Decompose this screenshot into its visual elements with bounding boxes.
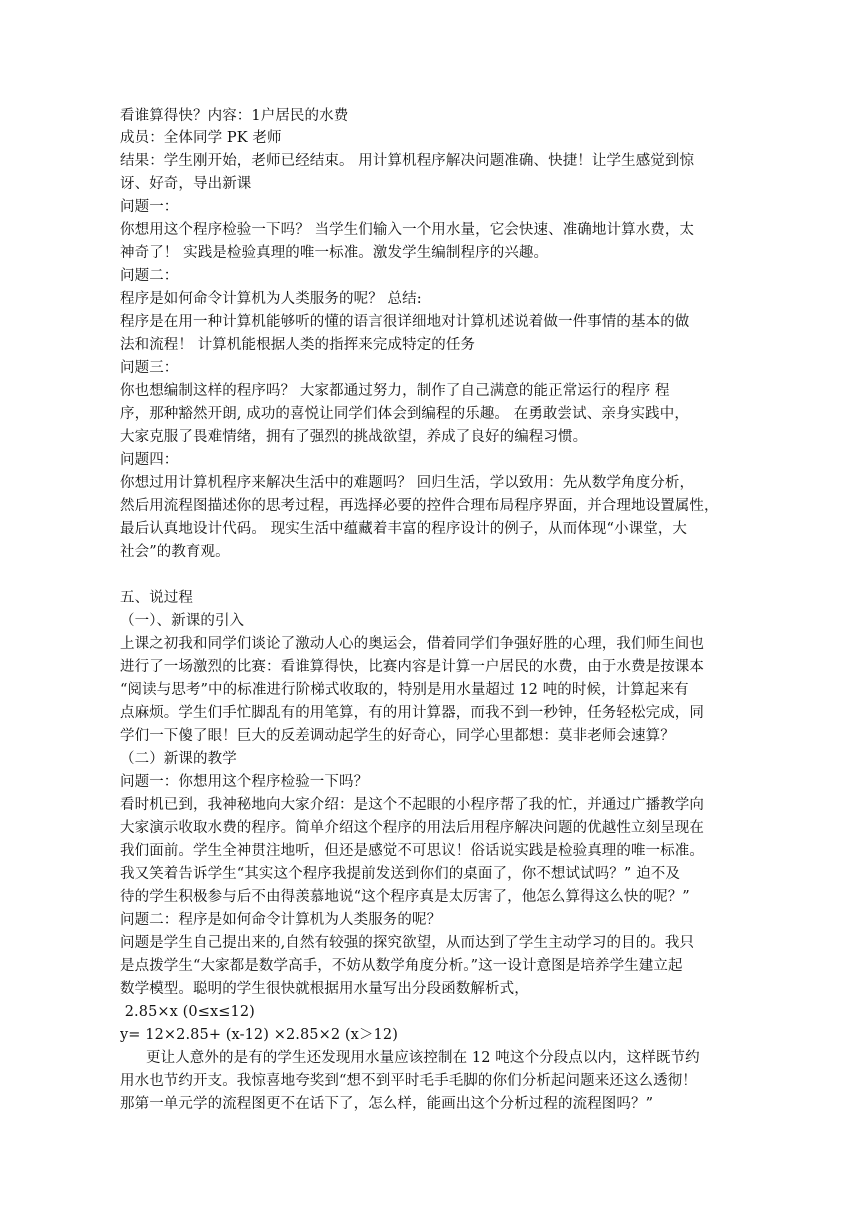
- text-line: 大家克服了畏难情绪，拥有了强烈的挑战欲望，养成了良好的编程习惯。: [120, 429, 588, 445]
- text-line: 社会”的教育观。: [120, 544, 230, 560]
- question-heading: 问题三：: [120, 360, 179, 376]
- text-line: 最后认真地设计代码。 现实生活中蕴藏着丰富的程序设计的例子，从而体现“小课堂，大: [120, 521, 688, 537]
- text-line: 那第一单元学的流程图更不在话下了，怎么样，能画出这个分析过程的流程图吗？”: [120, 1096, 654, 1112]
- text-line: 用水也节约开支。我惊喜地夸奖到“想不到平时毛手毛脚的你们分析起问题来还这么透彻！: [120, 1073, 697, 1089]
- text-line: 看时机已到，我神秘地向大家介绍：是这个不起眼的小程序帮了我的忙，并通过广播教学向: [120, 797, 704, 813]
- subsection-heading: （二）新课的教学: [120, 751, 237, 767]
- text-line: 数学模型。聪明的学生很快就根据用水量写出分段函数解析式，: [120, 981, 529, 997]
- text-line: 程序是如何命令计算机为人类服务的呢？ 总结:: [120, 291, 422, 307]
- text-line: 然后用流程图描述你的思考过程，再选择必要的控件合理布局程序界面，并合理地设置属性，: [120, 498, 719, 514]
- question-heading: 问题二：: [120, 268, 179, 284]
- text-line: 学们一下傻了眼！巨大的反差调动起学生的好奇心，同学心里都想：莫非老师会速算？: [120, 728, 675, 744]
- text-line: 进行了一场激烈的比赛：看谁算得快，比赛内容是计算一户居民的水费，由于水费是按课本: [120, 659, 704, 675]
- question-heading: 问题四：: [120, 452, 179, 468]
- text-line: 更让人意外的是有的学生还发现用水量应该控制在 12 吨这个分段点以内，这样既节约: [146, 1050, 700, 1066]
- text-line: 结果：学生刚开始，老师已经结束。 用计算机程序解决问题准确、快捷！让学生感觉到惊: [120, 153, 695, 169]
- text-line: 神奇了！ 实践是检验真理的唯一标准。激发学生编制程序的兴趣。: [120, 245, 549, 261]
- text-line: 程序是在用一种计算机能够听的懂的语言很详细地对计算机述说着做一件事情的基本的做: [120, 314, 690, 330]
- text-line: 待的学生积极参与后不由得羡慕地说“这个程序真是太厉害了，他怎么算得这么快的呢？”: [120, 889, 690, 905]
- subsection-heading: （一）、新课的引入: [120, 613, 245, 629]
- text-line: 法和流程！ 计算机能根据人类的指挥来完成特定的任务: [120, 337, 476, 353]
- question-heading: 问题二：程序是如何命令计算机为人类服务的呢？: [120, 912, 442, 928]
- section-heading: 五、说过程: [120, 590, 193, 606]
- text-line: “阅读与思考”中的标准进行阶梯式收取的，特别是用水量超过 12 吨的时候，计算起来有: [120, 682, 689, 698]
- text-line: 我又笑着告诉学生“其实这个程序我提前发送到你们的桌面了，你不想试试吗？” 迫不及: [120, 866, 680, 882]
- formula-line: 2.85×x (0≤x≤12): [120, 1004, 255, 1020]
- text-line: 讶、好奇，导出新课: [120, 176, 252, 192]
- text-line: 大家演示收取水费的程序。简单介绍这个程序的用法后用程序解决问题的优越性立刻呈现在: [120, 820, 704, 836]
- question-heading: 问题一：: [120, 199, 179, 215]
- text-line: 你想过用计算机程序来解决生活中的难题吗？ 回归生活，学以致用：先从数学角度分析，: [120, 475, 695, 491]
- text-line: 我们面前。学生全神贯注地听，但还是感觉不可思议！俗话说实践是检验真理的唯一标准。: [120, 843, 704, 859]
- formula-line: y= 12×2.85+ (x-12) ×2.85×2 (x＞12): [120, 1027, 398, 1043]
- text-line: 你想用这个程序检验一下吗？ 当学生们输入一个用水量，它会快速、准确地计算水费，太: [120, 222, 695, 238]
- text-line: 点麻烦。学生们手忙脚乱有的用笔算，有的用计算器，而我不到一秒钟，任务轻松完成，同: [120, 705, 704, 721]
- text-line: 成员：全体同学 PK 老师: [120, 130, 282, 146]
- text-line: 问题是学生自己提出来的,自然有较强的探究欲望，从而达到了学生主动学习的目的。我只: [120, 935, 695, 951]
- text-line: 你也想编制这样的程序吗？ 大家都通过努力，制作了自己满意的能正常运行的程序 程: [120, 383, 670, 399]
- question-heading: 问题一：你想用这个程序检验一下吗？: [120, 774, 369, 790]
- text-line: 上课之初我和同学们谈论了激动人心的奥运会，借着同学们争强好胜的心理，我们师生间也: [120, 636, 704, 652]
- text-line: 序，那种豁然开朗, 成功的喜悦让同学们体会到编程的乐趣。 在勇敢尝试、亲身实践中，: [120, 406, 689, 422]
- text-line: 看谁算得快？内容：1户居民的水费: [120, 108, 349, 124]
- text-line: 是点拨学生“大家都是数学高手，不妨从数学角度分析。”这一设计意图是培养学生建立起: [120, 958, 683, 974]
